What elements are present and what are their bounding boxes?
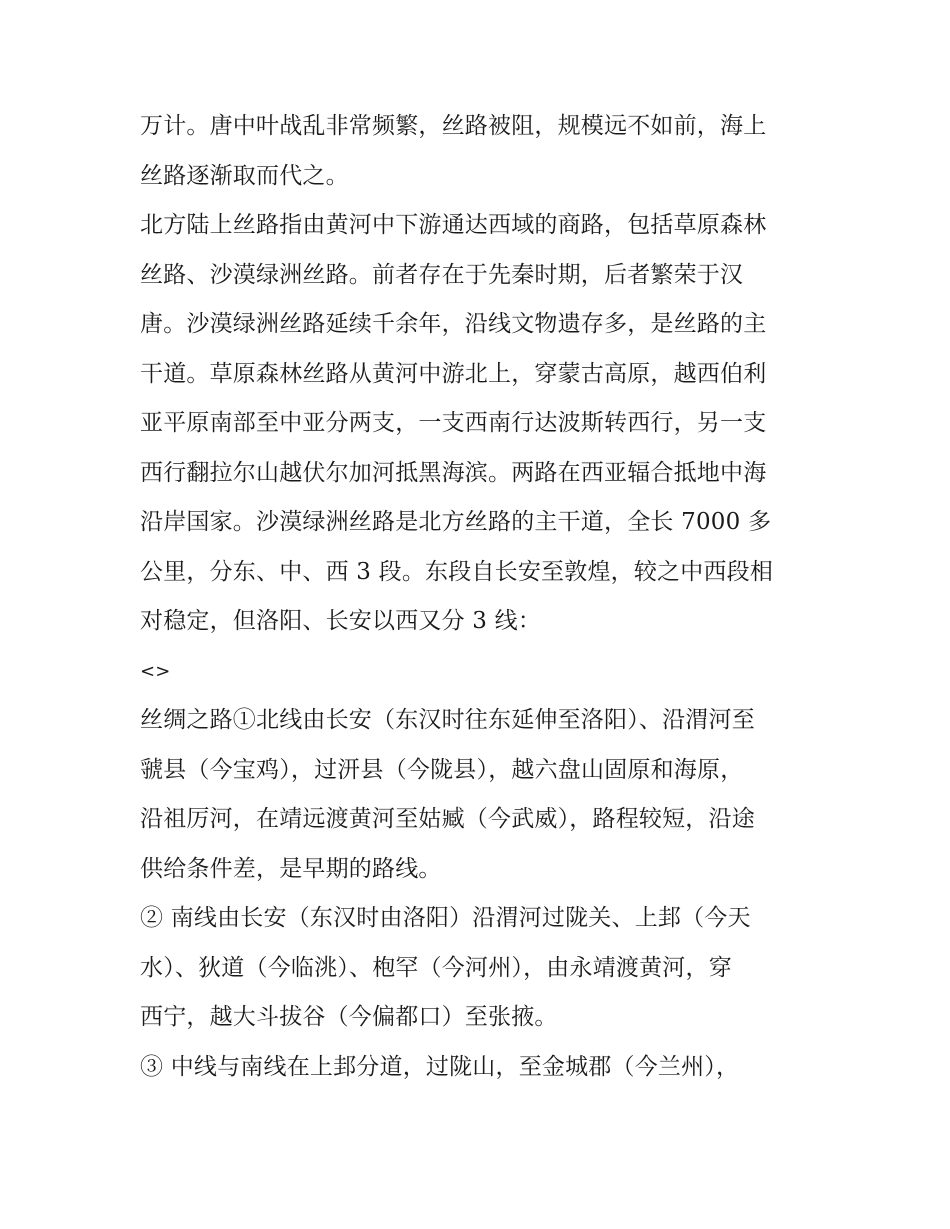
text-line: 西行翻拉尔山越伏尔加河抵黑海滨。两路在西亚辐合抵地中海 (140, 459, 767, 486)
text-line: 丝绸之路①北线由长安（东汉时往东延伸至洛阳）、沿渭河至 (140, 707, 755, 733)
text-line: 北方陆上丝路指由黄河中下游通达西域的商路，包括草原森林 (140, 212, 767, 238)
text-line: 丝路、沙漠绿洲丝路。前者存在于先秦时期，后者繁荣于汉 (140, 261, 744, 288)
text-line: 供给条件差，是早期的路线。 (140, 855, 442, 882)
text-line: 亚平原南部至中亚分两支，一支西南行达波斯转西行，另一支 (140, 410, 767, 436)
text-line: 水）、狄道（今临洮）、枹罕（今河州），由永靖渡黄河，穿 (140, 954, 732, 981)
text-line: ② 南线由长安（东汉时由洛阳）沿渭河过陇关、上邽（今天 (140, 905, 751, 931)
text-line: 对稳定，但洛阳、长安以西又分 3 线： (140, 608, 542, 634)
text-line: 干道。草原森林丝路从黄河中游北上，穿蒙古高原，越西伯利 (140, 360, 767, 387)
text-line: 万计。唐中叶战乱非常频繁，丝路被阻，规模远不如前，海上 (140, 113, 767, 139)
text-line: 丝路逐渐取而代之。 (140, 162, 349, 189)
placeholder-marker: <> (140, 660, 171, 682)
text-line: 沿岸国家。沙漠绿洲丝路是北方丝路的主干道，全长 7000 多 (140, 509, 772, 535)
text-line: 公里，分东、中、西 3 段。东段自长安至敦煌，较之中西段相 (140, 558, 774, 585)
text-line: 沿祖厉河，在靖远渡黄河至姑臧（今武威），路程较短，沿途 (140, 806, 755, 832)
text-line: 虢县（今宝鸡），过汧县（今陇县），越六盘山固原和海原， (140, 756, 744, 783)
text-line: 西宁，越大斗拔谷（今偏都口）至张掖。 (140, 1004, 558, 1030)
body-text (140, 102, 820, 1092)
text-line: ③ 中线与南线在上邽分道，过陇山，至金城郡（今兰州）， (140, 1053, 740, 1080)
text-line: 唐。沙漠绿洲丝路延续千余年，沿线文物遗存多，是丝路的主 (140, 311, 767, 337)
